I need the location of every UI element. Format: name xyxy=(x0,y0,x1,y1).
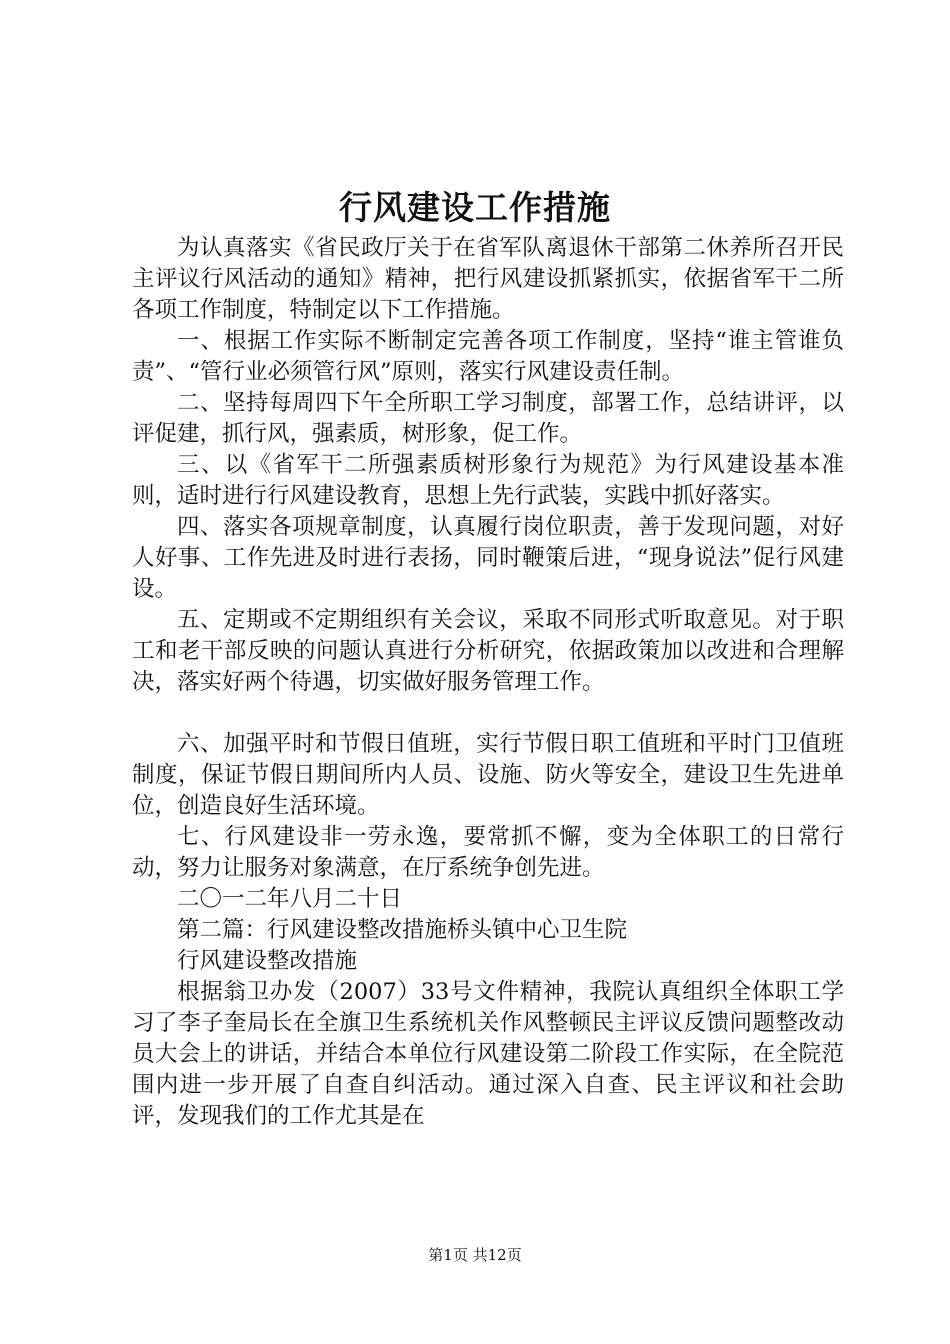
paragraph-section-intro: 根据翁卫办发（2007）33号文件精神，我院认真组织全体职工学习了李子奎局长在全旗卫生系统机关作风整顿民主评议反馈问题整改动员大会上的讲话，并结合本单位行风建设第二阶段工作实际，在全院范围内进一步开展了自查自纠活动。通过深入自查、民主评议和社会助评，发现我们的工作尤其是在 xyxy=(132,979,844,1129)
paragraph-item-1: 一、根据工作实际不断制定完善各项工作制度，坚持“谁主管谁负责”、“管行业必须管行风”原则，落实行风建设责任制。 xyxy=(132,328,844,385)
paragraph-item-3: 三、以《省军干二所强素质树形象行为规范》为行风建设基本准则，适时进行行风建设教育，思想上先行武装，实践中抓好落实。 xyxy=(132,452,844,509)
paragraph-item-6: 六、加强平时和节假日值班，实行节假日职工值班和平时门卫值班制度，保证节假日期间所内人员、设施、防火等安全，建设卫生先进单位，创造良好生活环境。 xyxy=(132,731,844,819)
paragraph-intro: 为认真落实《省民政厅关于在省军队离退休干部第二休养所召开民主评议行风活动的通知》精神，把行风建设抓紧抓实，依据省军干二所各项工作制度，特制定以下工作措施。 xyxy=(132,235,844,323)
page-footer: 第1页 共12页 xyxy=(428,1246,522,1264)
document-body xyxy=(132,233,844,1132)
paragraph-date: 二〇一二年八月二十日 xyxy=(177,886,403,912)
paragraph-subtitle: 行风建设整改措施 xyxy=(177,948,358,974)
paragraph-section-heading: 第二篇：行风建设整改措施桥头镇中心卫生院 xyxy=(177,917,628,943)
paragraph-item-4: 四、落实各项规章制度，认真履行岗位职责，善于发现问题，对好人好事、工作先进及时进行表扬，同时鞭策后进，“现身说法”促行风建设。 xyxy=(132,514,844,602)
paragraph-item-7: 七、行风建设非一劳永逸，要常抓不懈，变为全体职工的日常行动，努力让服务对象满意，在厅系统争创先进。 xyxy=(132,824,844,881)
paragraph-item-5: 五、定期或不定期组织有关会议，采取不同形式听取意见。对于职工和老干部反映的问题认真进行分析研究，依据政策加以改进和合理解决，落实好两个待遇，切实做好服务管理工作。 xyxy=(132,607,844,695)
paragraph-item-2: 二、坚持每周四下午全所职工学习制度，部署工作，总结讲评，以评促建，抓行风，强素质，树形象，促工作。 xyxy=(132,390,844,447)
document-title: 行风建设工作措施 xyxy=(339,188,611,227)
